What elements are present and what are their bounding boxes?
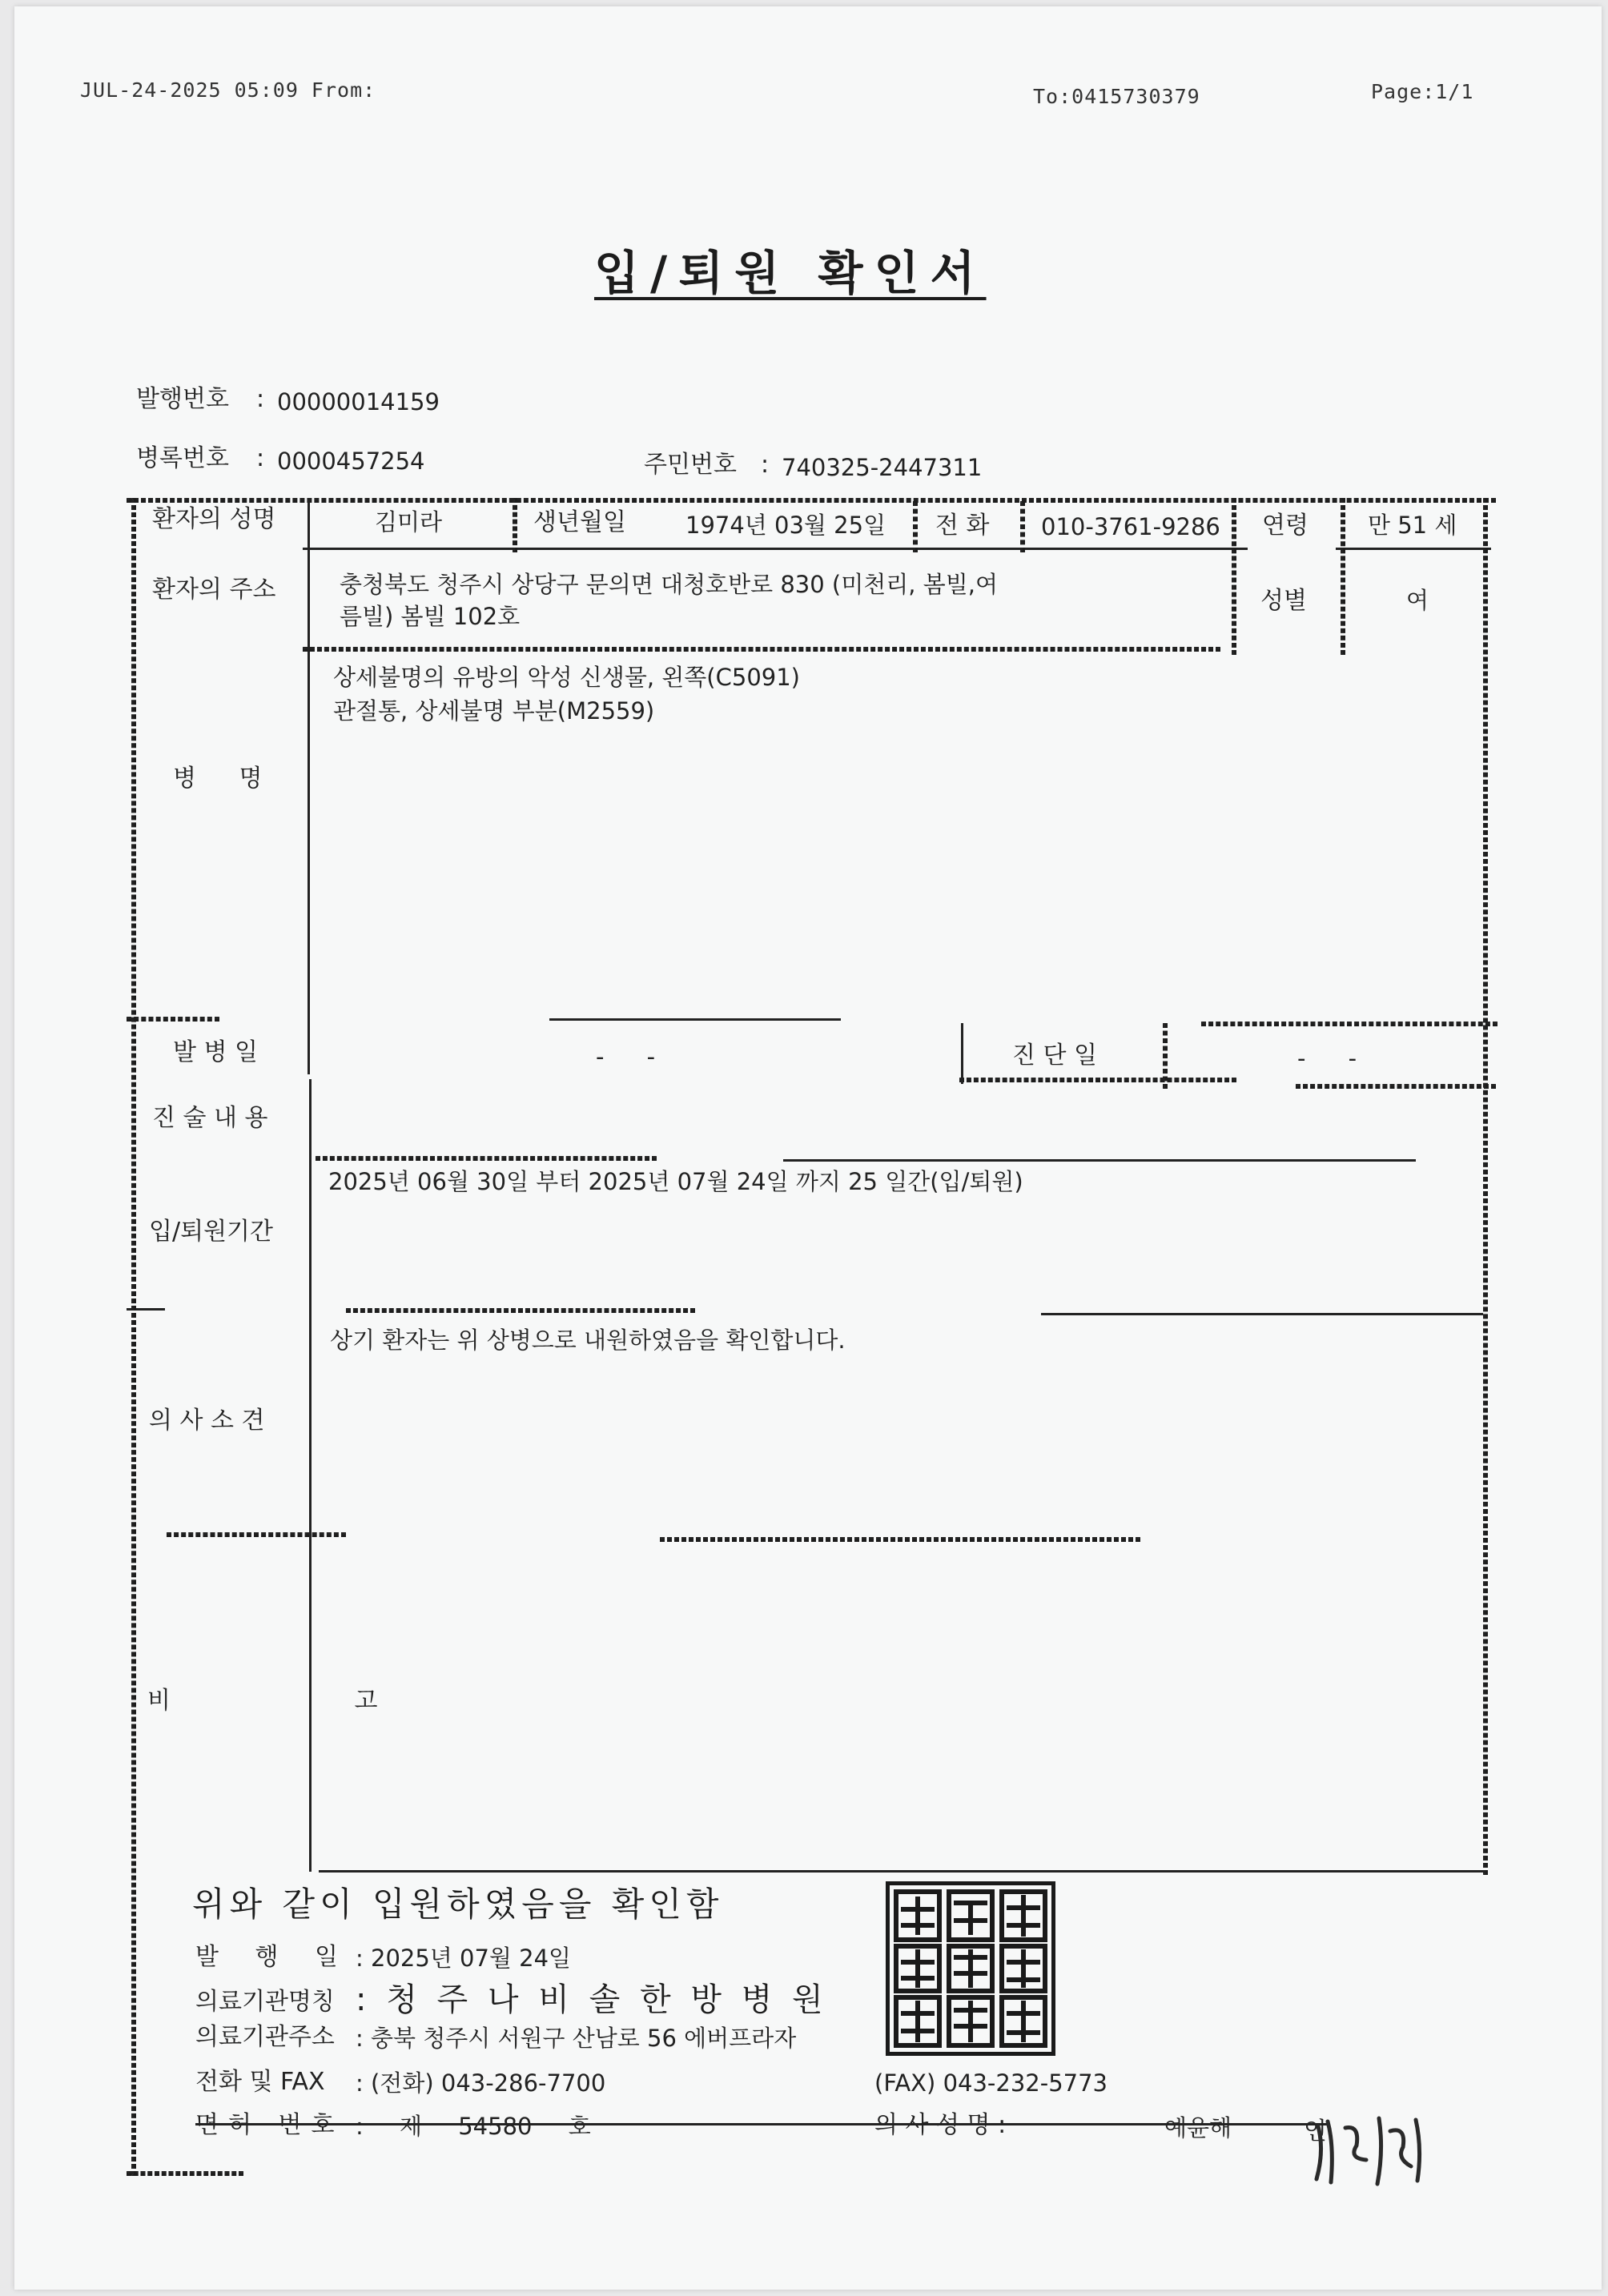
patient-name-value: 김미라: [375, 508, 443, 536]
phone-fax-label: 전화 및 FAX: [195, 2068, 325, 2096]
disease-line-1: 상세불명의 유방의 악성 신생물, 왼쪽(C5091): [333, 664, 800, 691]
age-value-divider: [1341, 498, 1345, 655]
page-bottom-left: [127, 2171, 243, 2176]
treatment-bottom-line: [316, 1156, 657, 1161]
treatment-label: 진 술 내 용: [152, 1104, 268, 1132]
fax-to-number: To:0415730379: [1033, 85, 1200, 108]
seal-glyphs: [890, 1885, 1051, 2052]
diag-label-divider-right: [1163, 1023, 1168, 1089]
table-top-line: [127, 498, 1496, 503]
institution-address-label: 의료기관주소: [195, 2023, 335, 2051]
disease-bottom-mid: [549, 1018, 841, 1021]
seal-mark-label: 인: [1304, 2117, 1327, 2145]
hospital-seal-stamp: [886, 1881, 1055, 2056]
issue-no-label: 발행번호: [136, 385, 229, 413]
birthdate-value: 1974년 03월 25일: [685, 512, 886, 539]
resident-no-value: 740325-2447311: [782, 454, 983, 481]
diag-bottom-line: [1296, 1084, 1496, 1089]
opinion-bottom-left: [167, 1532, 346, 1537]
phone-value-footer: : (전화) 043-286-7700: [356, 2069, 606, 2097]
phone-value: 010-3761-9286: [1041, 513, 1220, 540]
table-left-border: [131, 498, 136, 2176]
disease-line-2: 관절통, 상세불명 부분(M2559): [333, 697, 655, 725]
license-label: 면허 번호: [195, 2111, 344, 2139]
period-bottom-mid: [346, 1308, 695, 1313]
treatment-bottom-line-right: [783, 1159, 1416, 1162]
doctor-name-label: 의 사 성 명 :: [874, 2111, 1007, 2139]
patient-name-label: 환자의 성명: [152, 505, 276, 533]
period-label: 입/퇴원기간: [149, 1218, 274, 1246]
opinion-bottom-mid: [660, 1537, 1140, 1542]
age-value: 만 51 세: [1368, 512, 1457, 539]
document-title: 입/퇴원 확인서: [594, 246, 987, 300]
period-bottom-right: [1041, 1313, 1483, 1315]
issue-date-label: 발 행 일: [195, 1943, 353, 1971]
diagnosis-date-value: - -: [1297, 1045, 1375, 1072]
disease-label: 병 명: [173, 765, 280, 793]
address-label: 환자의 주소: [152, 576, 276, 604]
doctor-signature: [1310, 2110, 1438, 2187]
issue-no-value: 00000014159: [277, 388, 440, 415]
row1-bottom-line: [303, 548, 1248, 550]
license-value: : 제 54580 호: [356, 2113, 591, 2140]
resident-no-label: 주민번호: [644, 451, 737, 479]
age-label: 연령: [1262, 512, 1309, 540]
fax-datetime: JUL-24-2025 05:09 From:: [80, 78, 376, 102]
diag-label-divider-left: [961, 1023, 963, 1084]
address-line-2: 름빌) 봄빌 102호: [340, 603, 521, 630]
address-bottom-line: [303, 647, 1220, 652]
opinion-label: 의 사 소 견: [149, 1407, 265, 1435]
age-label-divider: [1232, 498, 1236, 655]
birth-label-divider: [513, 498, 517, 552]
label-col-divider-top: [308, 498, 310, 1074]
document-page: [14, 6, 1602, 2290]
disease-bottom-right: [1201, 1022, 1497, 1026]
doctor-name-value: 예윤해: [1164, 2114, 1232, 2141]
sex-label: 성별: [1260, 587, 1307, 615]
record-no-value: 0000457254: [277, 448, 425, 475]
opinion-value: 상기 환자는 위 상병으로 내원하였음을 확인합니다.: [330, 1327, 846, 1354]
remark-label: 비 고: [147, 1687, 466, 1715]
birthdate-label: 생년월일: [533, 508, 626, 536]
period-value: 2025년 06월 30일 부터 2025년 07월 24일 까지 25 일간(입/퇴원): [328, 1168, 1023, 1195]
table-right-border: [1483, 498, 1488, 1875]
onset-date-label: 발 병 일: [173, 1038, 259, 1066]
label-col-divider-bottom: [309, 1079, 312, 1872]
fax-value-footer: (FAX) 043-232-5773: [874, 2069, 1108, 2097]
disease-bottom-left: [127, 1017, 219, 1022]
issue-no-sep: :: [256, 385, 265, 413]
resident-no-sep: :: [761, 451, 770, 479]
record-no-label: 병록번호: [136, 444, 229, 472]
onset-bottom-line: [959, 1078, 1236, 1082]
fax-page: Page:1/1: [1371, 80, 1474, 103]
issue-date-value: : 2025년 07월 24일: [356, 1945, 572, 1972]
onset-date-value: - -: [596, 1043, 673, 1070]
diagnosis-date-label: 진 단 일: [1012, 1042, 1098, 1070]
sex-value: 여: [1406, 587, 1429, 614]
phone-label: 전 화: [935, 512, 990, 540]
row1-bottom-line-right: [1336, 548, 1491, 550]
remark-bottom-line: [319, 1870, 1486, 1873]
record-no-sep: :: [256, 444, 265, 472]
confirm-statement: 위와 같이 입원하였음을 확인함: [192, 1885, 724, 1924]
phone-label-divider: [913, 501, 918, 552]
institution-name-value: : 청 주 나 비 솔 한 방 병 원: [356, 1981, 828, 2018]
institution-name-label: 의료기관명칭: [195, 1988, 335, 2016]
phone-value-divider: [1020, 501, 1025, 552]
address-line-1: 충청북도 청주시 상당구 문의면 대청호반로 830 (미천리, 봄빌,여: [340, 571, 998, 598]
institution-address-value: : 충북 청주시 서원구 산남로 56 에버프라자: [356, 2025, 797, 2052]
